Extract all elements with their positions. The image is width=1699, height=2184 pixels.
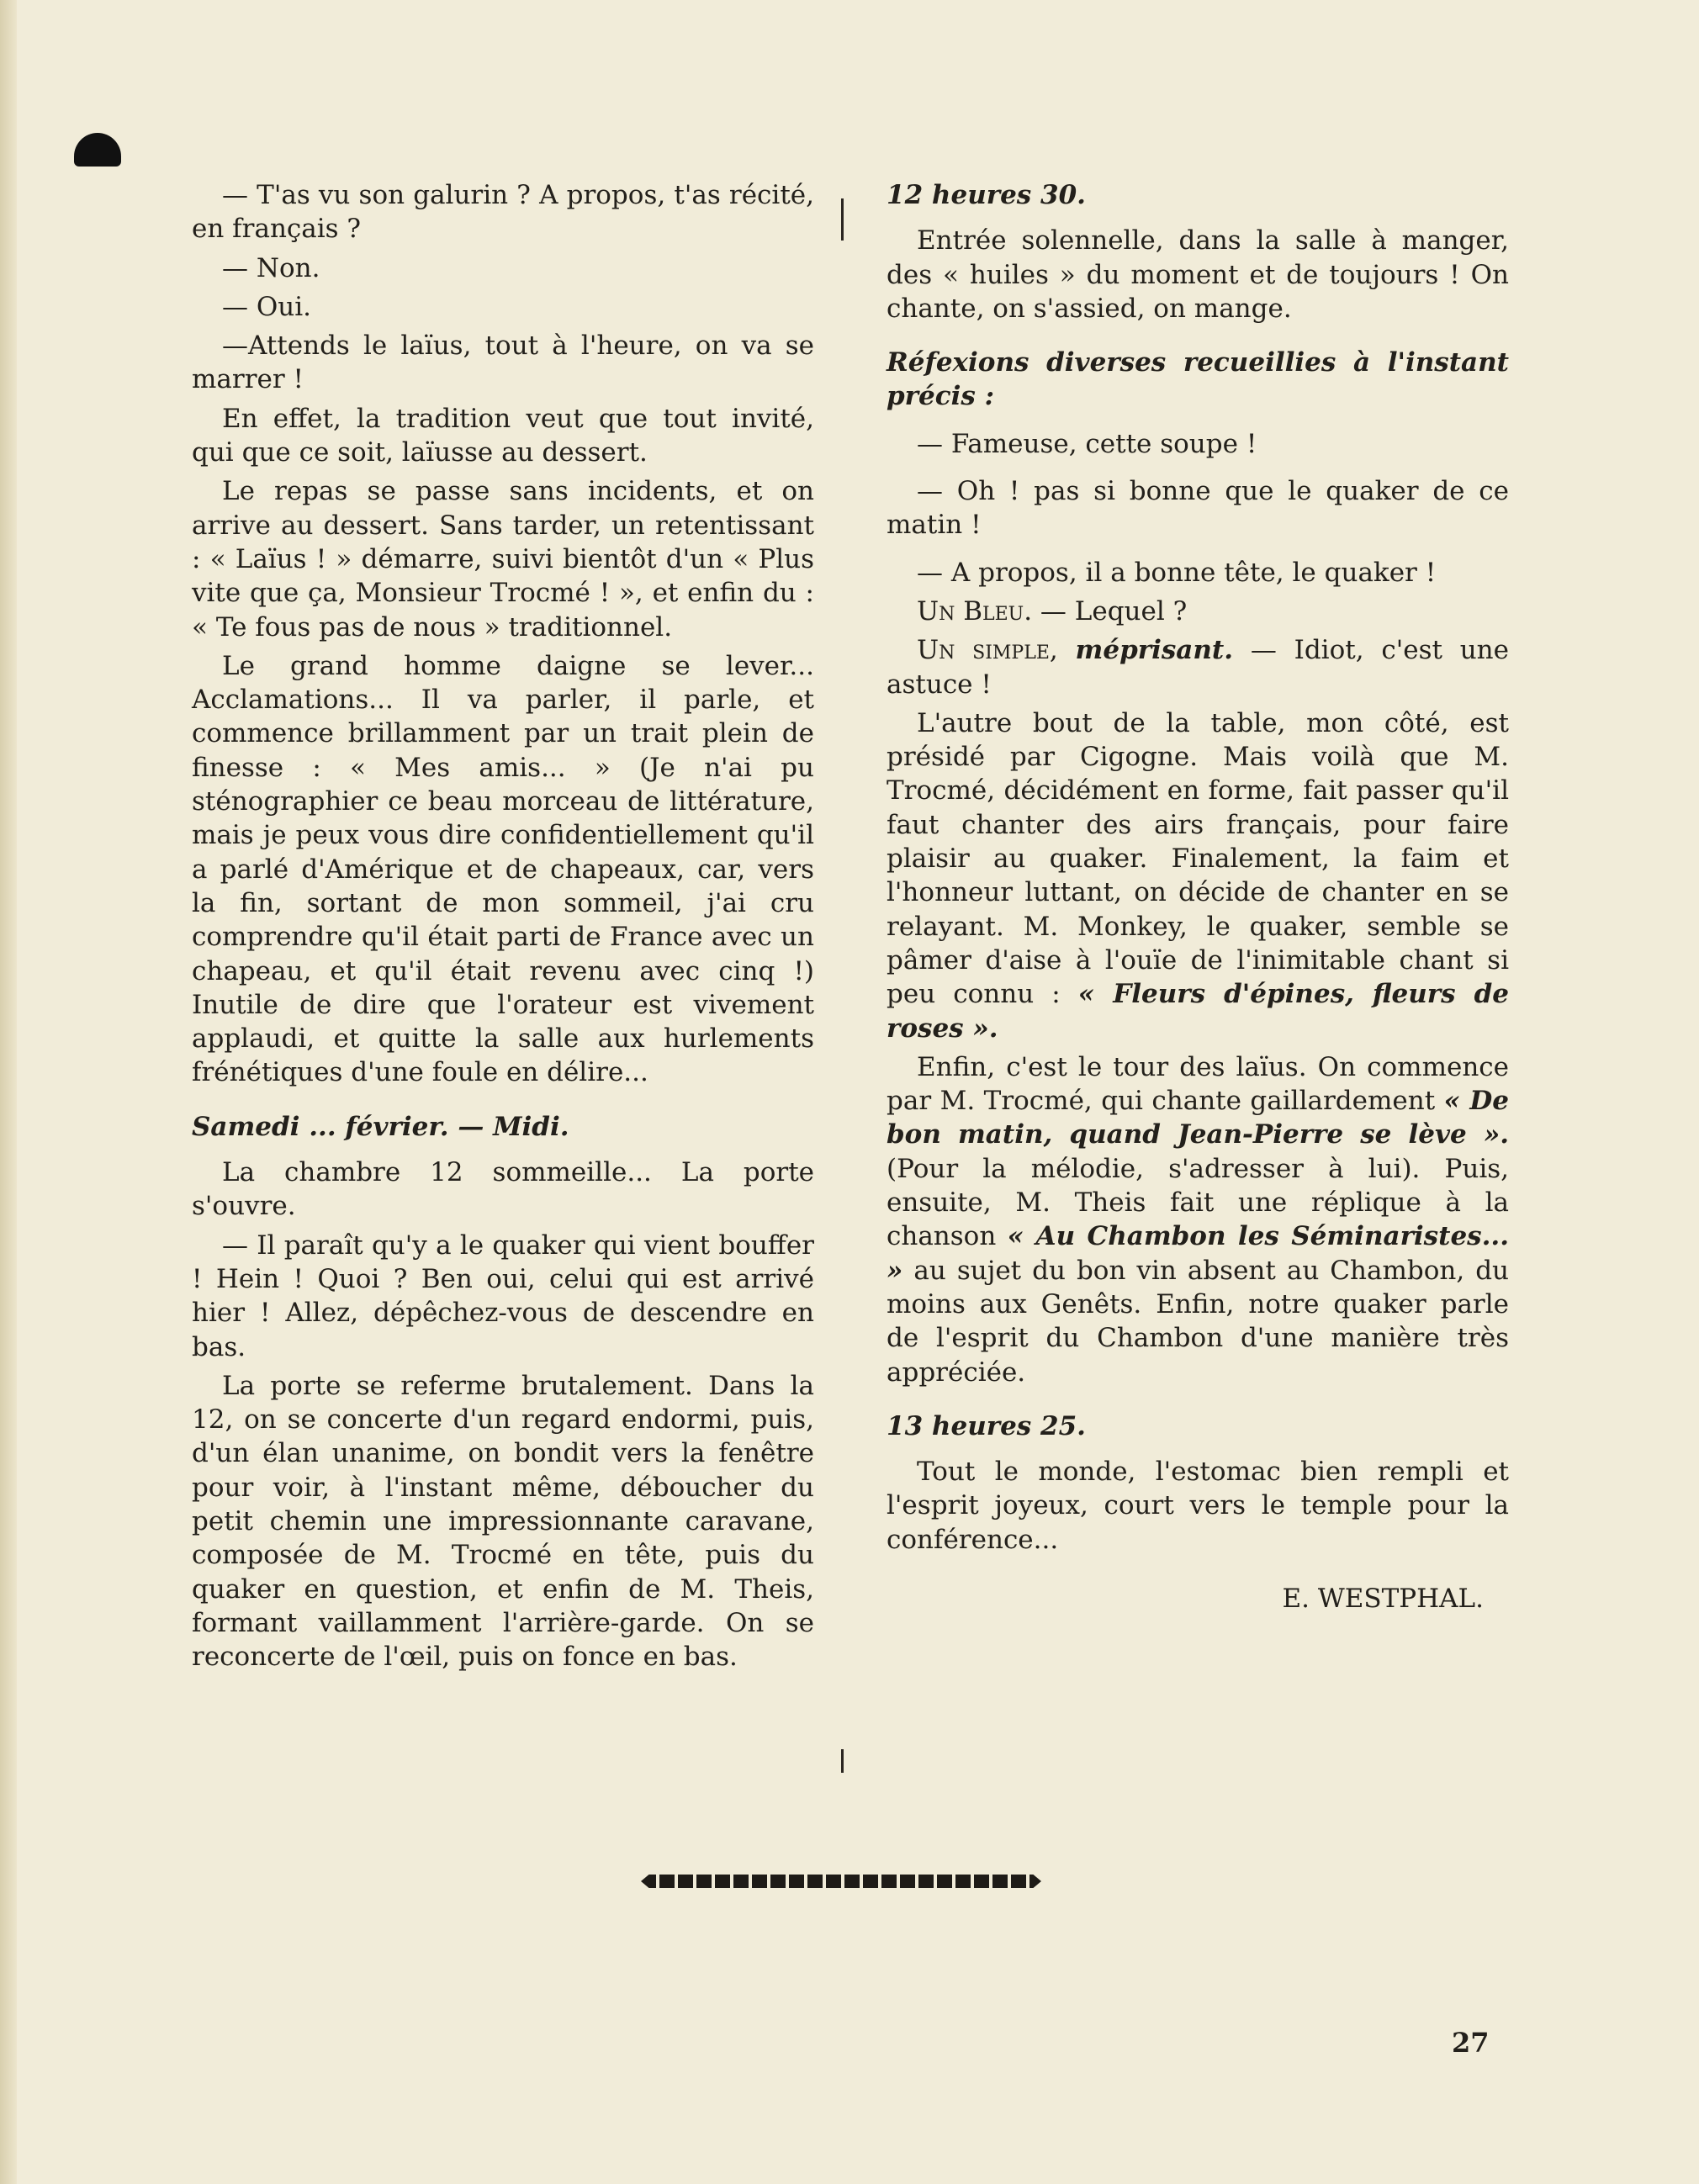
song-title: « Fleurs d'épines, fleurs de roses ».	[887, 979, 1509, 1044]
paragraph: La chambre 12 sommeille... La porte s'ouvre.	[192, 1157, 814, 1222]
paragraph: Entrée solennelle, dans la salle à manger, des « huiles » du moment et de toujours ! On chante, on s'assied, on mange.	[887, 225, 1509, 324]
dialogue-line	[887, 595, 1509, 628]
speaker-label: Un Bleu.	[917, 595, 1033, 627]
paragraph-text: au sujet du bon vin absent au Chambon, du moins aux Genêts. Enfin, notre quaker parle de l'esprit du Chambon d'une manière très appréciée.	[887, 1255, 1509, 1388]
paragraph: — A propos, il a bonne tête, le quaker !	[917, 557, 1437, 588]
paragraph: Le repas se passe sans incidents, et on arrive au dessert. Sans tarder, un retentissant : « Laïus ! » démarre, suivi bientôt d'un « Plus vite que ça, Monsieur Trocmé ! », et enfin du : « Te fous pas de nous » traditionnel.	[192, 476, 814, 643]
paragraph: — Non.	[222, 252, 320, 283]
paragraph-text: (Pour la mélodie, s'adresser à lui). Puis, ensuite, M. Theis fait une réplique à la chanson	[887, 1153, 1509, 1252]
page-edge	[0, 0, 17, 2184]
column-rule-bottom	[841, 1749, 844, 1773]
speaker-label: Un simple,	[917, 635, 1058, 666]
section-heading: 13 heures 25.	[887, 1410, 1086, 1441]
paragraph: — Fameuse, cette soupe !	[917, 428, 1257, 459]
paragraph: — Oui.	[222, 291, 312, 322]
paragraph: — T'as vu son galurin ? A propos, t'as récité, en français ?	[192, 180, 814, 245]
paragraph: — Il paraît qu'y a le quaker qui vient bouffer ! Hein ! Quoi ? Ben oui, celui qui est arrivé hier ! Allez, dépêchez-vous de descendre en bas.	[192, 1229, 814, 1362]
song-title: « Au Chambon les Séminaristes... »	[887, 1221, 1510, 1286]
punch-hole	[74, 133, 121, 167]
section-heading: Samedi ... février. — Midi.	[192, 1111, 569, 1142]
page-number: 27	[1452, 2027, 1490, 2059]
dialogue-line	[887, 633, 1509, 701]
column-rule-top	[841, 198, 844, 241]
speaker-manner: méprisant.	[1075, 635, 1234, 666]
paragraph	[887, 706, 1509, 1045]
paragraph: Le grand homme daigne se lever... Acclamations... Il va parler, il parle, et commence brillamment par un trait plein de finesse : « Mes amis... » (Je n'ai pu sténographier ce beau morceau de littérature, mais je peux vous dire confidentiellement qu'il a parlé d'Amérique et de chapeaux, car, vers la fin, sortant de mon sommeil, j'ai cru comprendre qu'il était parti de France avec un chapeau, et qu'il était revenu avec cinq !) Inutile de dire que l'orateur est vivement applaudi, et quitte la salle aux hurlements frénétiques d'une foule en délire...	[192, 650, 814, 1088]
dialogue-text: — Lequel ?	[1032, 595, 1188, 627]
author-signature: E. WESTPHAL.	[1282, 1583, 1484, 1614]
paragraph-text: L'autre bout de la table, mon côté, est présidé par Cigogne. Mais voilà que M. Trocmé, décidément en forme, fait passer qu'il faut chanter des airs français, pour faire plaisir au quaker. Finalement, la faim et l'honneur luttant, on décide de chanter en se relayant. M. Monkey, le quaker, semble se pâmer d'aise à l'ouïe de l'inimitable chant si peu connu :	[887, 707, 1509, 1010]
paragraph: —Attends le laïus, tout à l'heure, on va se marrer !	[192, 331, 814, 395]
paragraph: — Oh ! pas si bonne que le quaker de ce matin !	[887, 476, 1509, 541]
left-column	[192, 178, 814, 1679]
paragraph-text: Enfin, c'est le tour des laïus. On commence par M. Trocmé, qui chante gaillardement	[887, 1051, 1509, 1117]
right-column	[887, 178, 1509, 1621]
song-title: « De bon matin, quand Jean-Pierre se lève ».	[887, 1086, 1509, 1150]
paragraph: Tout le monde, l'estomac bien rempli et l'esprit joyeux, court vers le temple pour la conférence...	[887, 1457, 1509, 1555]
paragraph: En effet, la tradition veut que tout invité, qui que ce soit, laïusse au dessert.	[192, 403, 814, 468]
paragraph	[887, 1050, 1509, 1389]
ornament-divider	[641, 1875, 1041, 1888]
dialogue-text: — Idiot, c'est une astuce !	[887, 635, 1509, 700]
section-heading: Réfexions diverses recueillies à l'instant précis :	[887, 347, 1509, 412]
section-heading: 12 heures 30.	[887, 180, 1086, 210]
paragraph: La porte se referme brutalement. Dans la 12, on se concerte d'un regard endormi, puis, d'un élan unanime, on bondit vers la fenêtre pour voir, à l'instant même, déboucher du petit chemin une impressionnante caravane, composée de M. Trocmé en tête, puis du quaker en question, et enfin de M. Theis, formant vaillamment l'arrière-garde. On se reconcerte de l'œil, puis on fonce en bas.	[192, 1370, 814, 1673]
